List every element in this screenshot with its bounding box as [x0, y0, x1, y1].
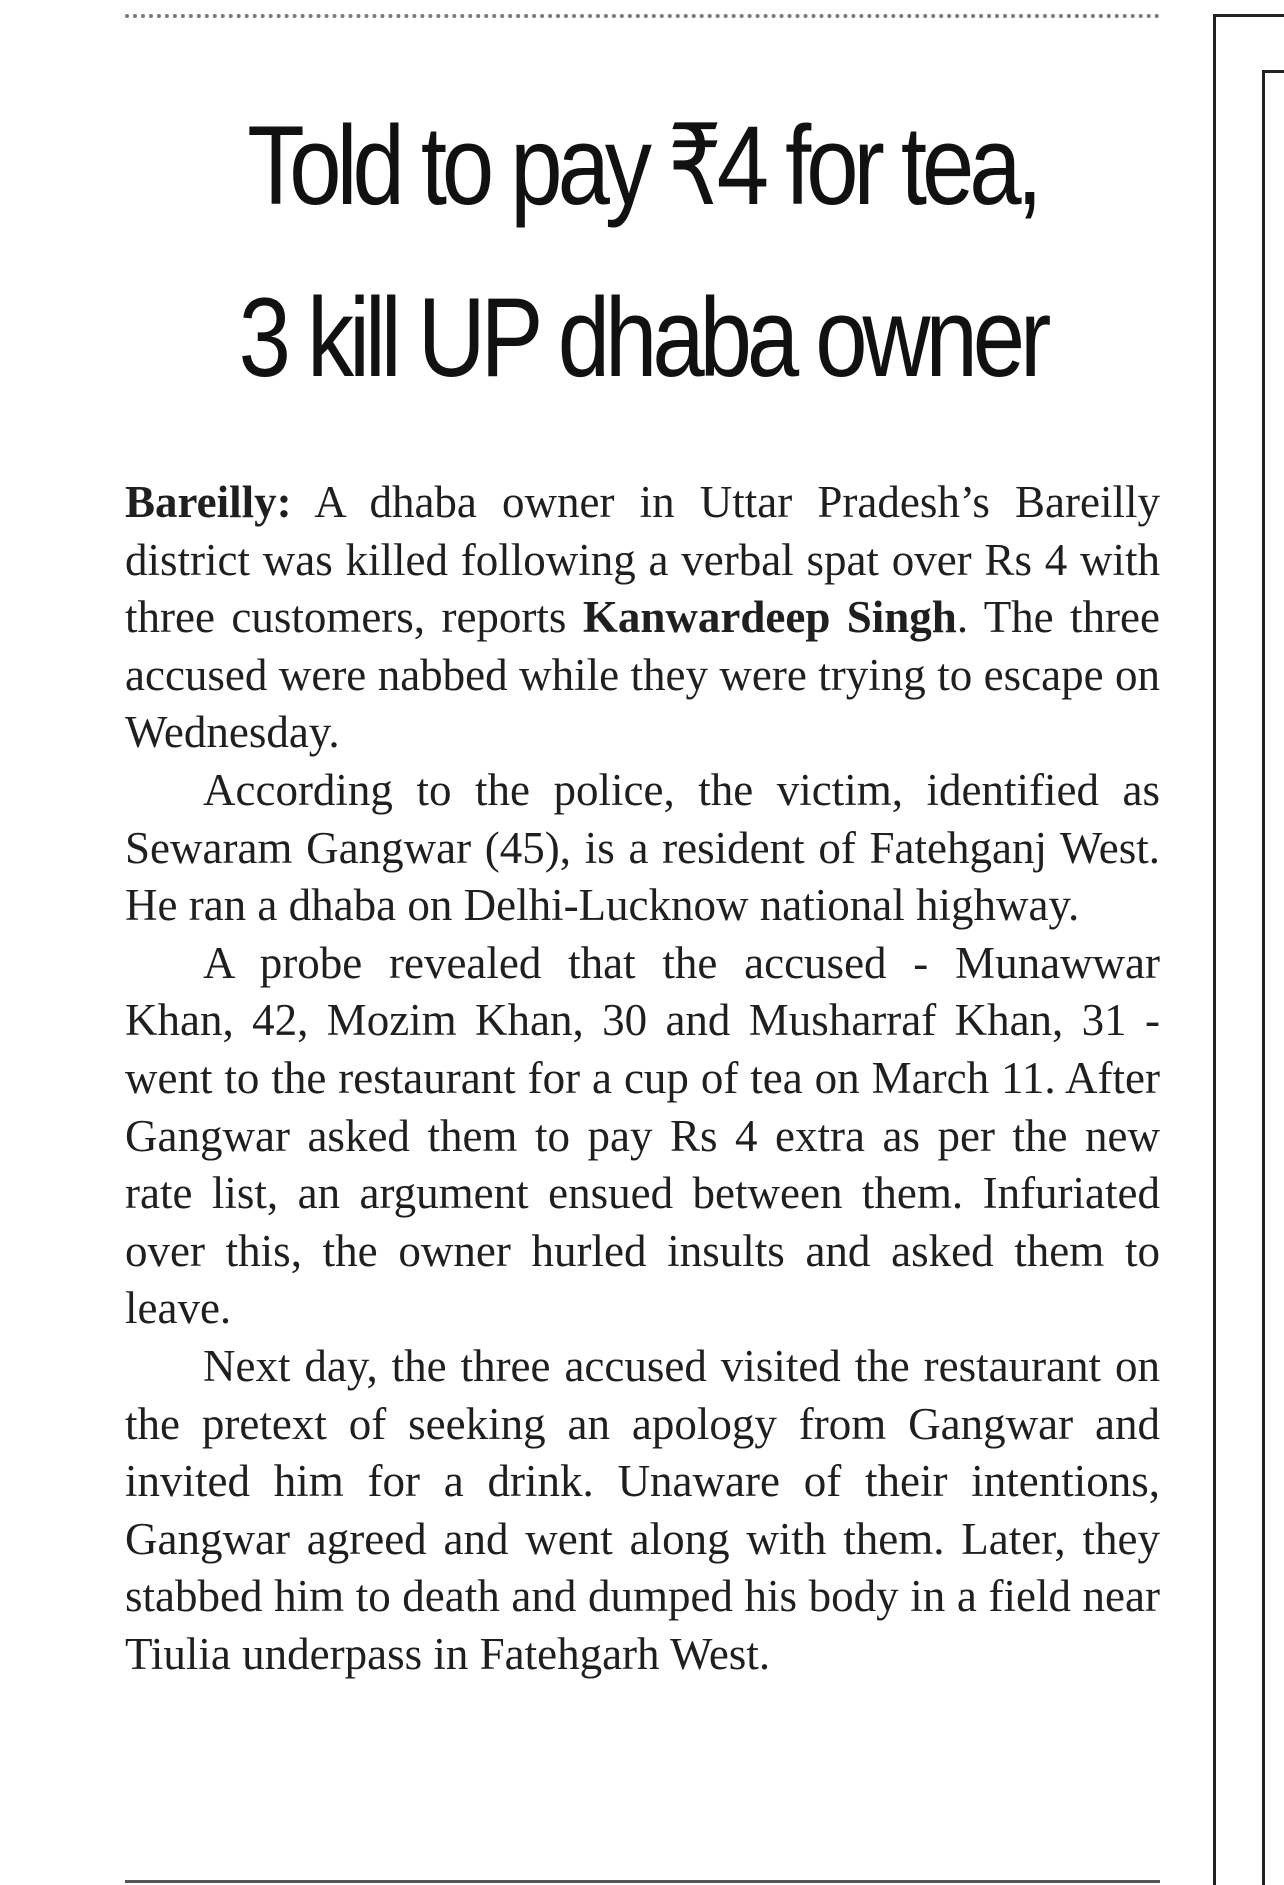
adjacent-box-top: [1262, 70, 1284, 73]
paragraph-4: Next day, the three accused visited the restaurant on the pretext of seeking an apology from Gangwar and invited him for a drink. Unaware of their intentions, Gangwar agreed and went along with them. Later, they stabbed him to death and dumped his body in a field near Tiulia underpass in Fatehgarh West.: [125, 1340, 1160, 1679]
paragraph-1-text-a: A dhaba owner in Uttar Pradesh’s Bareilly district was killed following a verbal spat over Rs 4 with three customers, reports: [125, 477, 1160, 643]
paragraph-1-text-b: . The three accused were nabbed while they were trying to escape on Wednesday.: [125, 592, 1160, 758]
byline: Kanwardeep Singh: [582, 592, 957, 643]
column-border-top: [1213, 14, 1284, 17]
news-article: [125, 60, 1160, 1683]
article-body: [125, 474, 1160, 1683]
paragraph-1: [125, 474, 1160, 762]
top-dotted-rule: [125, 14, 1160, 18]
bottom-rule: [125, 1880, 1160, 1883]
adjacent-box-border: [1262, 70, 1265, 1885]
column-border-outer: [1213, 14, 1216, 1885]
paragraph-2: According to the police, the victim, identified as Sewaram Gangwar (45), is a resident of Fatehganj West. He ran a dhaba on Delhi-Lucknow national highway.: [125, 764, 1160, 931]
dateline: Bareilly:: [125, 477, 292, 527]
headline: [208, 60, 1077, 424]
headline-line-2: 3 kill UP dhaba owner: [238, 275, 1047, 400]
headline-line-1: Told to pay ₹4 for tea,: [247, 103, 1038, 228]
paragraph-3: A probe revealed that the accused - Munawwar Khan, 42, Mozim Khan, 30 and Musharraf Khan, 31 - went to the restaurant for a cup of tea on March 11. After Gangwar asked them to pay Rs 4 extra as per the new rate list, an argument ensued between them. Infuriated over this, the owner hurled insults and asked them to leave.: [125, 937, 1160, 1334]
